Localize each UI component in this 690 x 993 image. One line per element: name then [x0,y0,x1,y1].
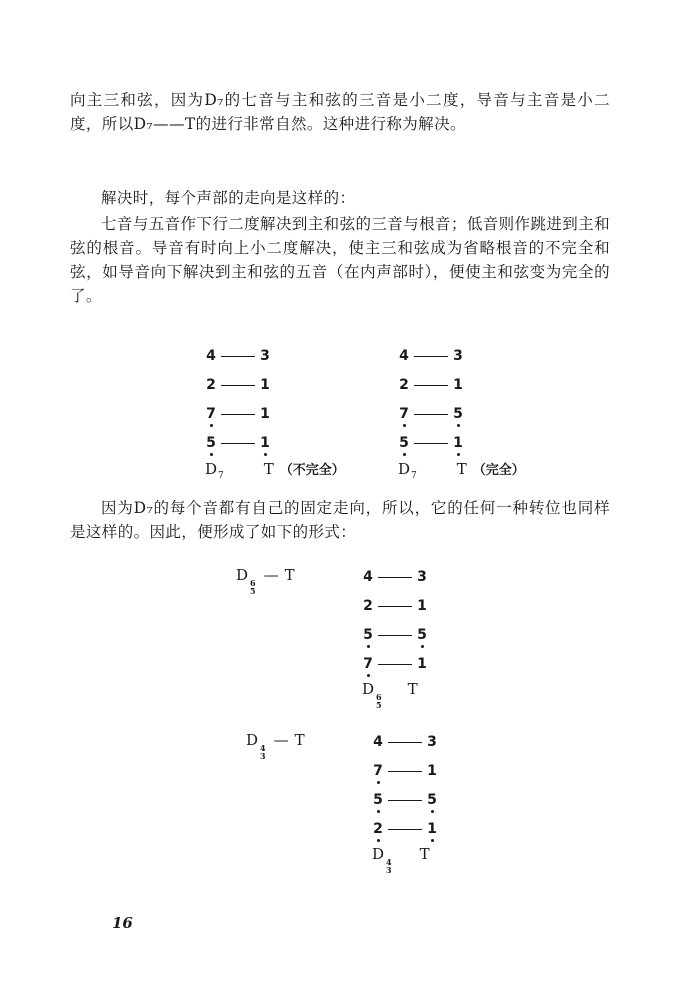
note-low: 7 [372,760,384,782]
note: 4 [399,348,409,364]
paragraph-resolution-rules: 七音与五音作下行二度解决到主和弦的三音与根音；低音则作跳进到主和弦的根音。导音有时向上小二度解决，使主三和弦成为省略根音的不完全和弦，如导音向下解决到主和弦的五音（在内声部时），便使主和弦变为完全的了。 [70,215,610,305]
page-number: 16 [112,914,133,932]
note-low: 1 [426,818,438,840]
note: 1 [453,377,463,393]
note-low: 1 [259,432,271,454]
note-low: 7 [362,653,374,675]
note: 3 [427,734,437,750]
paragraph-voice-direction: 解决时，每个声部的走向是这样的： [101,189,356,207]
note-low: 5 [452,403,464,425]
note-low: 1 [452,432,464,454]
note-low: 2 [372,818,384,840]
note: 3 [260,348,270,364]
paragraph-inversions: 因为D₇的每个音都有自己的固定走向，所以，它的任何一种转位也同样是这样的。因此，便形成了如下的形式： [70,499,610,541]
note-low: 5 [372,789,384,811]
note: 2 [206,377,216,393]
paragraph-resolution-intro: 向主三和弦，因为D₇的七音与主和弦的三音是小二度，导音与主音是小二度，所以D₇——T的进行非常自然。这种进行称为解决。 [70,91,610,133]
example1-left-label: $D_7$ T （不完全） [205,460,345,481]
example3-heading: D 4 3 — T [246,731,305,761]
example2-heading: D 6 5 — T [236,566,295,596]
note-low: 7 [398,403,410,425]
note-low: 5 [205,432,217,454]
note-low: 7 [205,403,217,425]
note: 4 [206,348,216,364]
note: 2 [363,598,373,614]
note: 1 [417,598,427,614]
example1-right-label: $D_7$ T （完全） [398,460,525,481]
note-low: 5 [426,789,438,811]
note: 2 [399,377,409,393]
example3-footer: D 4 3 T [372,845,430,875]
example2-footer: D 6 5 T [362,680,418,710]
note: 1 [427,763,437,779]
note: 3 [453,348,463,364]
note-low: 5 [398,432,410,454]
note-low: 5 [362,624,374,646]
note: 1 [417,656,427,672]
note: 4 [373,734,383,750]
note: 1 [260,406,270,422]
note: 4 [363,569,373,585]
note: 3 [417,569,427,585]
note-low: 5 [416,624,428,646]
note: 1 [260,377,270,393]
